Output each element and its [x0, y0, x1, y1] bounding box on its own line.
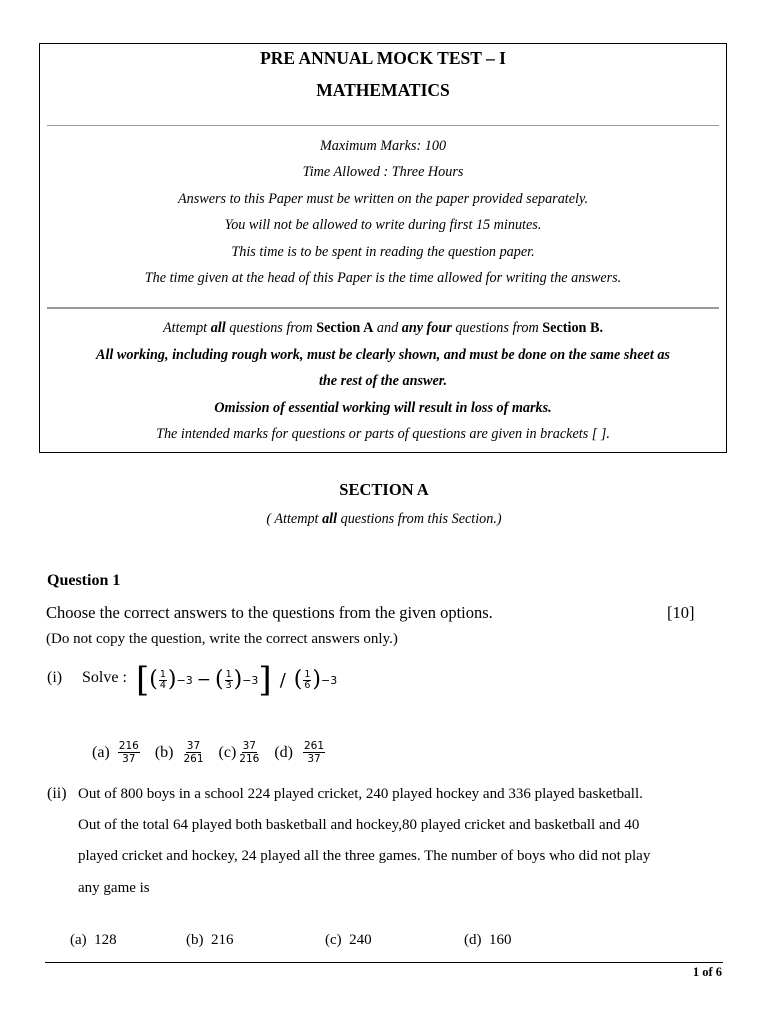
- marks-note: The intended marks for questions or parts of questions are given in brackets [ ].: [156, 426, 610, 442]
- exam-title: PRE ANNUAL MOCK TEST – I: [260, 48, 506, 68]
- option-fraction: [183, 740, 203, 765]
- working-instruction: the rest of the answer.: [318, 373, 448, 389]
- question-marks: [10]: [667, 603, 695, 622]
- open-paren: (: [149, 667, 158, 692]
- option-label: (c): [325, 932, 342, 948]
- question-text: played cricket and hockey, 24 played all the three games. The number of boys who did not play: [78, 848, 651, 864]
- omission-warning: Omission of essential working will result in loss of marks.: [214, 400, 552, 416]
- numerator: 216: [118, 740, 139, 752]
- instruction-line: The time given at the head of this Paper is the time allowed for writing the answers.: [144, 270, 622, 286]
- section-title: SECTION A: [339, 480, 429, 499]
- text-bold: Section A: [316, 320, 374, 336]
- option: [186, 932, 234, 949]
- close-bracket: ]: [258, 660, 272, 700]
- division-slash: /: [279, 669, 286, 691]
- max-marks: Maximum Marks: 100: [319, 138, 447, 154]
- fraction: [303, 670, 311, 691]
- text: Attempt: [163, 320, 211, 336]
- option-label: (a): [92, 743, 110, 761]
- exponent: −3: [242, 673, 259, 687]
- option-list: [92, 740, 326, 765]
- subject-title: MATHEMATICS: [316, 80, 450, 100]
- close-paren: ): [167, 667, 177, 692]
- instruction-line: This time is to be spent in reading the question paper.: [231, 244, 535, 260]
- numerator: 37: [242, 740, 256, 752]
- part-number: (ii): [47, 785, 67, 802]
- option: [325, 932, 372, 949]
- time-allowed: Time Allowed : Three Hours: [302, 164, 464, 180]
- section-subtitle: [0, 511, 768, 528]
- denominator: 4: [159, 679, 166, 691]
- numerator: 261: [303, 740, 325, 752]
- part-number: (i): [47, 669, 63, 686]
- question-text: Out of 800 boys in a school 224 played cricket, 240 played hockey and 336 played basketball.: [78, 786, 643, 802]
- option-fraction: [118, 740, 140, 765]
- option-fraction: [303, 740, 325, 765]
- fraction: [225, 670, 233, 691]
- denominator: 37: [307, 753, 321, 765]
- text: ( Attempt: [266, 511, 323, 527]
- attempt-instruction: [40, 320, 726, 337]
- close-paren: ): [312, 667, 321, 692]
- text-bold: any four: [401, 320, 452, 336]
- option-label: (a): [70, 932, 87, 948]
- option-fraction: [239, 740, 259, 765]
- option-label: (b): [186, 932, 204, 948]
- open-bracket: [: [136, 660, 150, 700]
- expression: [136, 658, 337, 702]
- option-value: 128: [94, 932, 117, 948]
- exponent: −3: [321, 673, 338, 687]
- option: [70, 932, 117, 949]
- question-text: any game is: [78, 880, 150, 896]
- text-bold: all: [210, 320, 226, 336]
- numerator: 1: [159, 668, 166, 680]
- text: and: [373, 320, 402, 336]
- numerator: 1: [304, 668, 311, 680]
- instruction-line: You will not be allowed to write during first 15 minutes.: [224, 217, 542, 233]
- divider: [47, 125, 719, 126]
- option-label: (b): [154, 743, 174, 761]
- denominator: 6: [304, 679, 311, 691]
- minus-sign: −: [196, 670, 211, 690]
- text: questions from this Section.): [337, 511, 502, 527]
- solve-label: Solve :: [82, 669, 127, 686]
- option-label: (d): [274, 743, 293, 761]
- text-bold: all: [322, 511, 338, 527]
- denominator: 261: [183, 753, 204, 765]
- instructions-box: [39, 43, 727, 453]
- question-prompt: Choose the correct answers to the questions from the given options.: [46, 603, 493, 622]
- text-bold: Section B.: [542, 320, 603, 336]
- open-paren: (: [214, 667, 224, 692]
- option-label: (d): [464, 932, 482, 948]
- instruction-line: Answers to this Paper must be written on the paper provided separately.: [177, 191, 589, 207]
- question-label: Question 1: [47, 572, 121, 589]
- denominator: 37: [122, 753, 136, 765]
- question-note: (Do not copy the question, write the correct answers only.): [46, 631, 398, 647]
- close-paren: ): [233, 667, 243, 692]
- option-value: 216: [211, 932, 234, 948]
- question-text: Out of the total 64 played both basketball and hockey,80 played cricket and basketball and 40: [78, 817, 640, 833]
- option-label: (c): [218, 743, 237, 761]
- denominator: 3: [225, 679, 232, 691]
- working-instruction: All working, including rough work, must be clearly shown, and must be done on the same sheet as: [96, 347, 670, 363]
- denominator: 216: [239, 753, 260, 765]
- fraction: [159, 670, 167, 691]
- open-paren: (: [293, 667, 303, 692]
- page-number: 1 of 6: [692, 965, 722, 979]
- divider: [47, 307, 719, 309]
- numerator: 37: [186, 740, 201, 752]
- option-value: 160: [489, 932, 512, 948]
- text: questions from: [225, 320, 317, 336]
- numerator: 1: [225, 668, 232, 680]
- text: questions from: [451, 320, 543, 336]
- footer-divider: [45, 962, 723, 963]
- option-value: 240: [349, 932, 372, 948]
- option: [464, 932, 512, 949]
- exponent: −3: [176, 673, 193, 687]
